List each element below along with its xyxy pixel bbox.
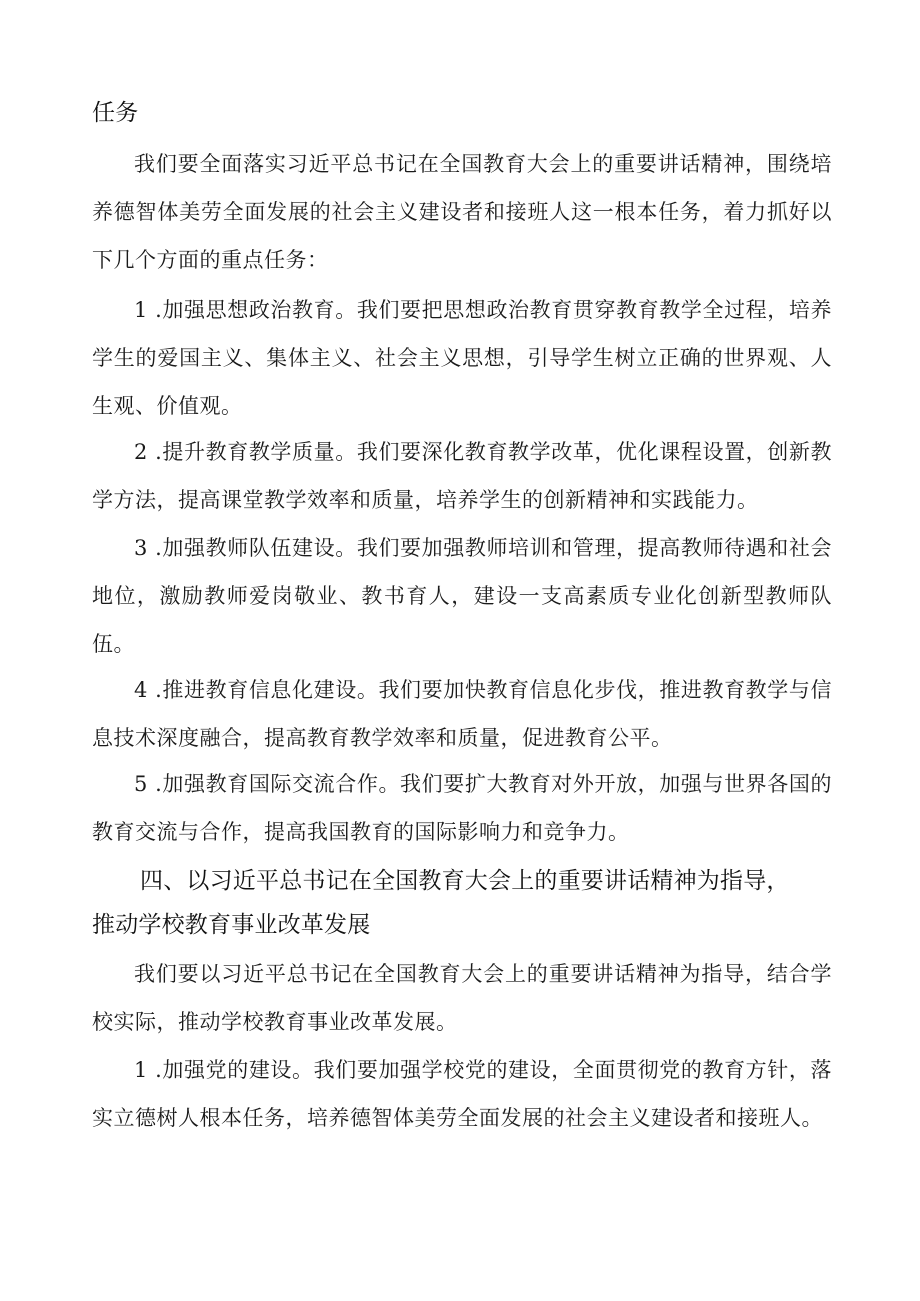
task-item-5: 5 .加强教育国际交流合作。我们要扩大教育对外开放，加强与世界各国的教育交流与合作，提高我国教育的国际影响力和竞争力。: [92, 772, 832, 844]
section-heading-continued: 任务: [92, 100, 139, 126]
task-item-3: 3 .加强教师队伍建设。我们要加强教师培训和管理，提高教师待遇和社会地位，激励教师爱岗敬业、教书育人，建设一支高素质专业化创新型教师队伍。: [92, 536, 832, 656]
section-4-item-1: 1 .加强党的建设。我们要加强学校党的建设，全面贯彻党的教育方针，落实立德树人根本任务，培养德智体美劳全面发展的社会主义建设者和接班人。: [92, 1058, 832, 1130]
intro-paragraph: 我们要全面落实习近平总书记在全国教育大会上的重要讲话精神，围绕培养德智体美劳全面发展的社会主义建设者和接班人这一根本任务，着力抓好以下几个方面的重点任务：: [92, 152, 832, 272]
task-item-1: 1 .加强思想政治教育。我们要把思想政治教育贯穿教育教学全过程，培养学生的爱国主义、集体主义、社会主义思想，引导学生树立正确的世界观、人生观、价值观。: [92, 298, 832, 418]
task-item-4: 4 .推进教育信息化建设。我们要加快教育信息化步伐，推进教育教学与信息技术深度融合，提高教育教学效率和质量，促进教育公平。: [92, 678, 832, 750]
section-4-heading-line-2: 推动学校教育事业改革发展: [92, 912, 371, 938]
section-4-heading-line-1: 四、以习近平总书记在全国教育大会上的重要讲话精神为指导，: [140, 868, 790, 894]
section-4-intro-paragraph: 我们要以习近平总书记在全国教育大会上的重要讲话精神为指导，结合学校实际，推动学校教育事业改革发展。: [92, 962, 832, 1034]
task-item-2: 2 .提升教育教学质量。我们要深化教育教学改革，优化课程设置，创新教学方法，提高课堂教学效率和质量，培养学生的创新精神和实践能力。: [92, 440, 832, 512]
